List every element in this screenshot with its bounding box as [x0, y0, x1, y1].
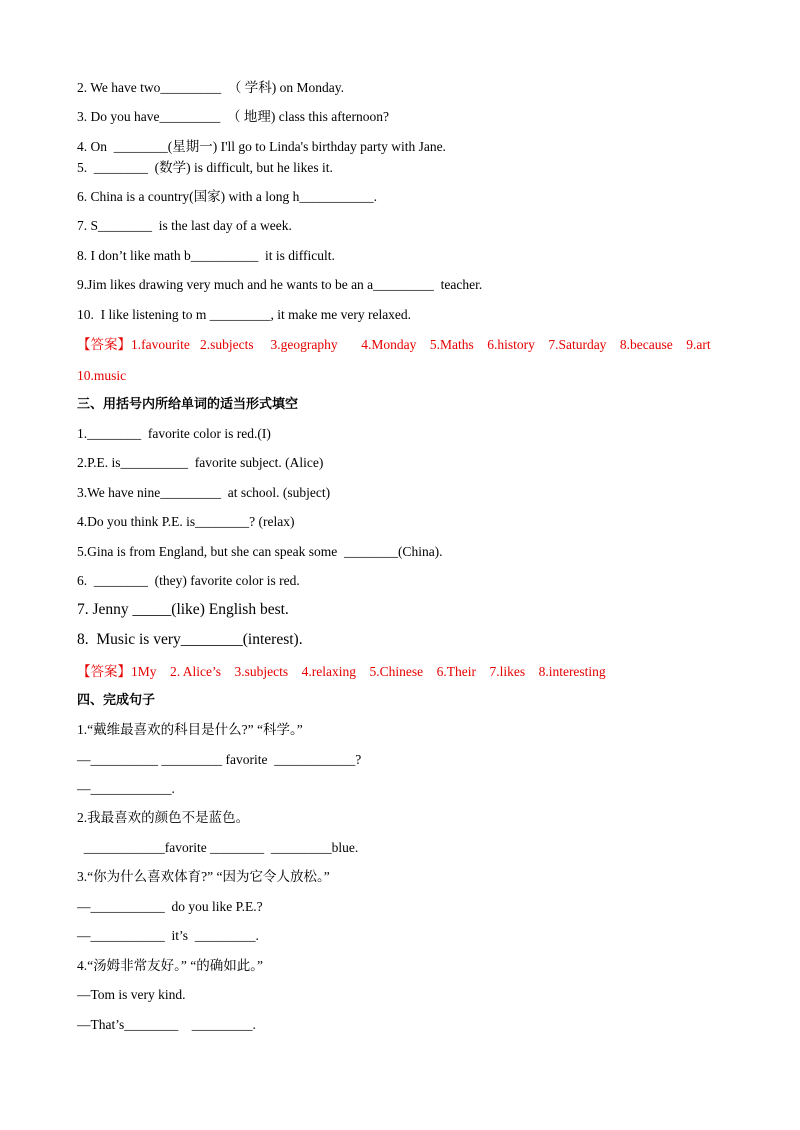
blank-line: ____________favorite ________ _________blue.: [77, 840, 359, 855]
sentence-prompt: 2.我最喜欢的颜色不是蓝色。: [77, 810, 250, 825]
sentence-prompt: 1.“戴维最喜欢的科目是什么?” “科学。”: [77, 722, 303, 737]
exercise-item: 2. We have two_________ （ 学科) on Monday.: [77, 80, 345, 95]
exercise-item: 4. On ________(星期一) I'll go to Linda's birthday party with Jane.: [77, 139, 446, 154]
blank-line: —___________ do you like P.E.?: [77, 899, 263, 914]
exercise-item: 3. Do you have_________ （ 地理) class this afternoon?: [77, 109, 389, 124]
exercise-item: 6. ________ (they) favorite color is red.: [77, 573, 300, 588]
exercise-item: 7. S________ is the last day of a week.: [77, 218, 292, 233]
exercise-item: 5.Gina is from England, but she can speak some ________(China).: [77, 544, 443, 559]
section-heading: 三、用括号内所给单词的适当形式填空: [77, 397, 299, 412]
exercise-item: 4.Do you think P.E. is________? (relax): [77, 514, 295, 529]
answer-key-continued: 10.music: [77, 368, 127, 383]
section-heading: 四、完成句子: [77, 693, 156, 708]
answer-key: 【答案】1.favourite 2.subjects 3.geography 4.Monday 5.Maths 6.history 7.Saturday 8.because 9.art: [77, 337, 711, 352]
exercise-item: 5. ________ (数学) is difficult, but he likes it.: [77, 160, 333, 175]
sentence-prompt: 3.“你为什么喜欢体育?” “因为它令人放松。”: [77, 869, 330, 884]
blank-line: —____________.: [77, 781, 175, 796]
exercise-item: 6. China is a country(国家) with a long h___________.: [77, 189, 377, 204]
exercise-item: 10. I like listening to m _________, it make me very relaxed.: [77, 307, 412, 322]
exercise-item: 8. I don’t like math b__________ it is difficult.: [77, 248, 335, 263]
exercise-item: 2.P.E. is__________ favorite subject. (Alice): [77, 455, 324, 470]
exercise-item: 3.We have nine_________ at school. (subject): [77, 485, 331, 500]
sentence-prompt: 4.“汤姆非常友好。” “的确如此。”: [77, 958, 263, 973]
exercise-item: 1.________ favorite color is red.(I): [77, 426, 271, 441]
answer-key: 【答案】1My 2. Alice’s 3.subjects 4.relaxing 5.Chinese 6.Their 7.likes 8.interesting: [77, 664, 606, 679]
exercise-item: 7. Jenny _____(like) English best.: [77, 601, 289, 618]
dialogue-line: —Tom is very kind.: [77, 987, 186, 1002]
exercise-item: 9.Jim likes drawing very much and he wants to be an a_________ teacher.: [77, 277, 483, 292]
blank-line: —__________ _________ favorite ____________?: [77, 752, 362, 767]
blank-line: —___________ it’s _________.: [77, 928, 259, 943]
exercise-item: 8. Music is very________(interest).: [77, 631, 303, 648]
blank-line: —That’s________ _________.: [77, 1017, 256, 1032]
